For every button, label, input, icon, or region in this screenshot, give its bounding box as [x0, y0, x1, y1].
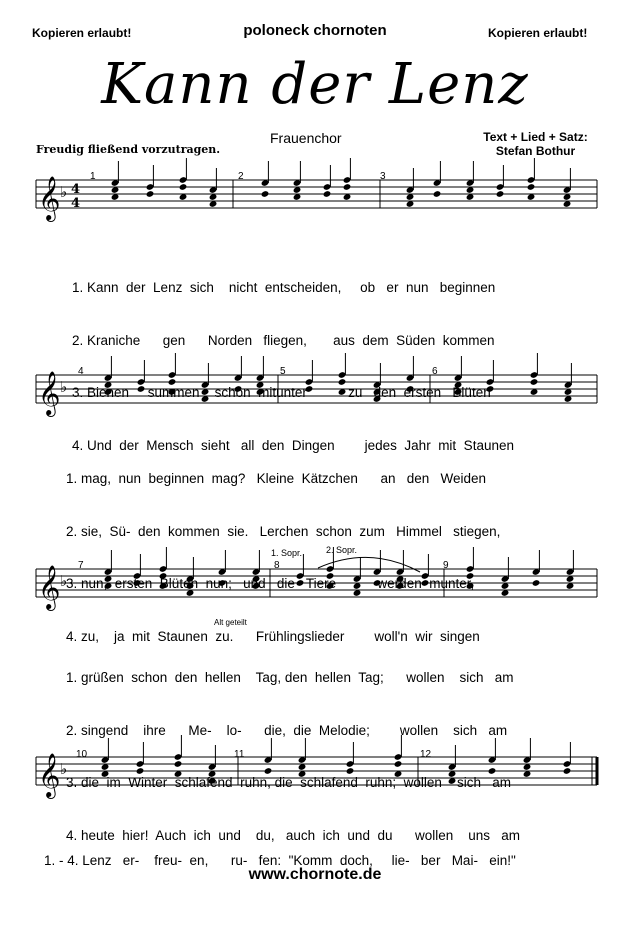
lyric-line: 3. die im Winter schlafend ruhn, die schlafend ruhn; wollen sich am — [66, 775, 511, 790]
lyric-line: 2. singend ihre Me- lo- die, die Melodie; wollen sich am — [66, 722, 508, 738]
measure-number: 10 — [76, 749, 88, 760]
flat-key-signature-icon: ♭ — [60, 378, 68, 396]
note-head — [532, 579, 541, 587]
measure-number: 7 — [78, 560, 84, 571]
lyric-line: 4. zu, ja mit Staunen zu. Frühlingslieder woll'n wir singen — [66, 628, 480, 644]
note-head — [496, 190, 505, 198]
lyric-line: 2. Kraniche gen Norden fliegen, aus dem Süden kommen — [72, 332, 495, 348]
note-head — [179, 183, 188, 191]
lyric-line: 3. nun, ersten Blüten nun; und die Tiere werden munter, — [66, 576, 475, 591]
lyrics-block — [66, 435, 500, 663]
note-head — [527, 183, 536, 191]
measure-number: 11 — [234, 749, 245, 760]
lyric-line: 4. heute hier! Auch ich und du, auch ich und du wollen uns am — [66, 827, 521, 843]
lyric-line: 1. Kann der Lenz sich nicht entscheiden, ob er nun beginnen — [72, 280, 496, 295]
annotation-sopr1: 1. Sopr. — [271, 548, 303, 558]
flat-key-signature-icon: ♭ — [60, 760, 68, 778]
flat-key-signature-icon: ♭ — [60, 183, 68, 201]
note-head — [323, 190, 332, 198]
time-signature-top: 4 — [71, 182, 81, 197]
credit-line-2: Stefan Bothur — [495, 144, 576, 158]
treble-clef-icon: 𝄞 — [38, 371, 61, 415]
measure-number: 5 — [280, 366, 286, 377]
treble-clef-icon: 𝄞 — [38, 176, 61, 220]
time-signature-bottom: 4 — [71, 196, 81, 211]
copy-notice-right: Kopieren erlaubt! — [488, 26, 588, 40]
annotation-alt: Alt geteilt — [214, 618, 247, 627]
measure-number: 1 — [90, 171, 96, 182]
note-head — [343, 183, 352, 191]
treble-clef-icon: 𝄞 — [38, 753, 61, 797]
site-name: poloneck chornoten — [243, 22, 387, 39]
lyric-line: 1. mag, nun beginnen mag? Kleine Kätzchen an den Weiden — [66, 471, 487, 486]
lyric-line: 1. - 4. Lenz er- freu- en, ru- fen: "Komm doch, lie- ber Mai- ein!" — [44, 853, 516, 868]
note-head — [146, 190, 155, 198]
measure-number: 8 — [274, 560, 280, 571]
measure-number: 3 — [380, 171, 386, 182]
measure-number: 9 — [443, 560, 449, 571]
flat-key-signature-icon: ♭ — [60, 572, 68, 590]
lyric-line: 3. Bienen summen schon mitunter zu den ersten Blüten — [72, 385, 491, 400]
subtitle: Frauenchor — [270, 130, 342, 146]
note-head — [433, 190, 442, 198]
treble-clef-icon: 𝄞 — [38, 565, 61, 609]
measure-number: 2 — [238, 171, 244, 182]
lyric-line: 1. grüßen schon den hellen Tag, den hellen Tag; wollen sich am — [66, 670, 514, 685]
note-head — [261, 190, 270, 198]
measure-number: 4 — [78, 366, 84, 377]
note-head — [530, 378, 539, 386]
lyric-line: 2. sie, Sü- den kommen sie. Lerchen schon zum Himmel stiegen, — [66, 523, 501, 539]
note-head — [563, 767, 572, 775]
footer-url[interactable]: www.chornote.de — [248, 866, 382, 883]
measure-number: 6 — [432, 366, 438, 377]
tempo-marking: Freudig fließend vorzutragen. — [36, 143, 221, 156]
annotation-sopr2: 2. Sopr. — [326, 545, 358, 555]
measure-number: 12 — [420, 749, 432, 760]
copy-notice-left: Kopieren erlaubt! — [32, 26, 132, 40]
lyric-line: 4. Und der Mensch sieht all den Dingen jedes Jahr mit Staunen — [72, 437, 514, 453]
song-title: Kann der Lenz — [101, 52, 529, 117]
credit-line-1: Text + Lied + Satz: — [483, 130, 588, 144]
